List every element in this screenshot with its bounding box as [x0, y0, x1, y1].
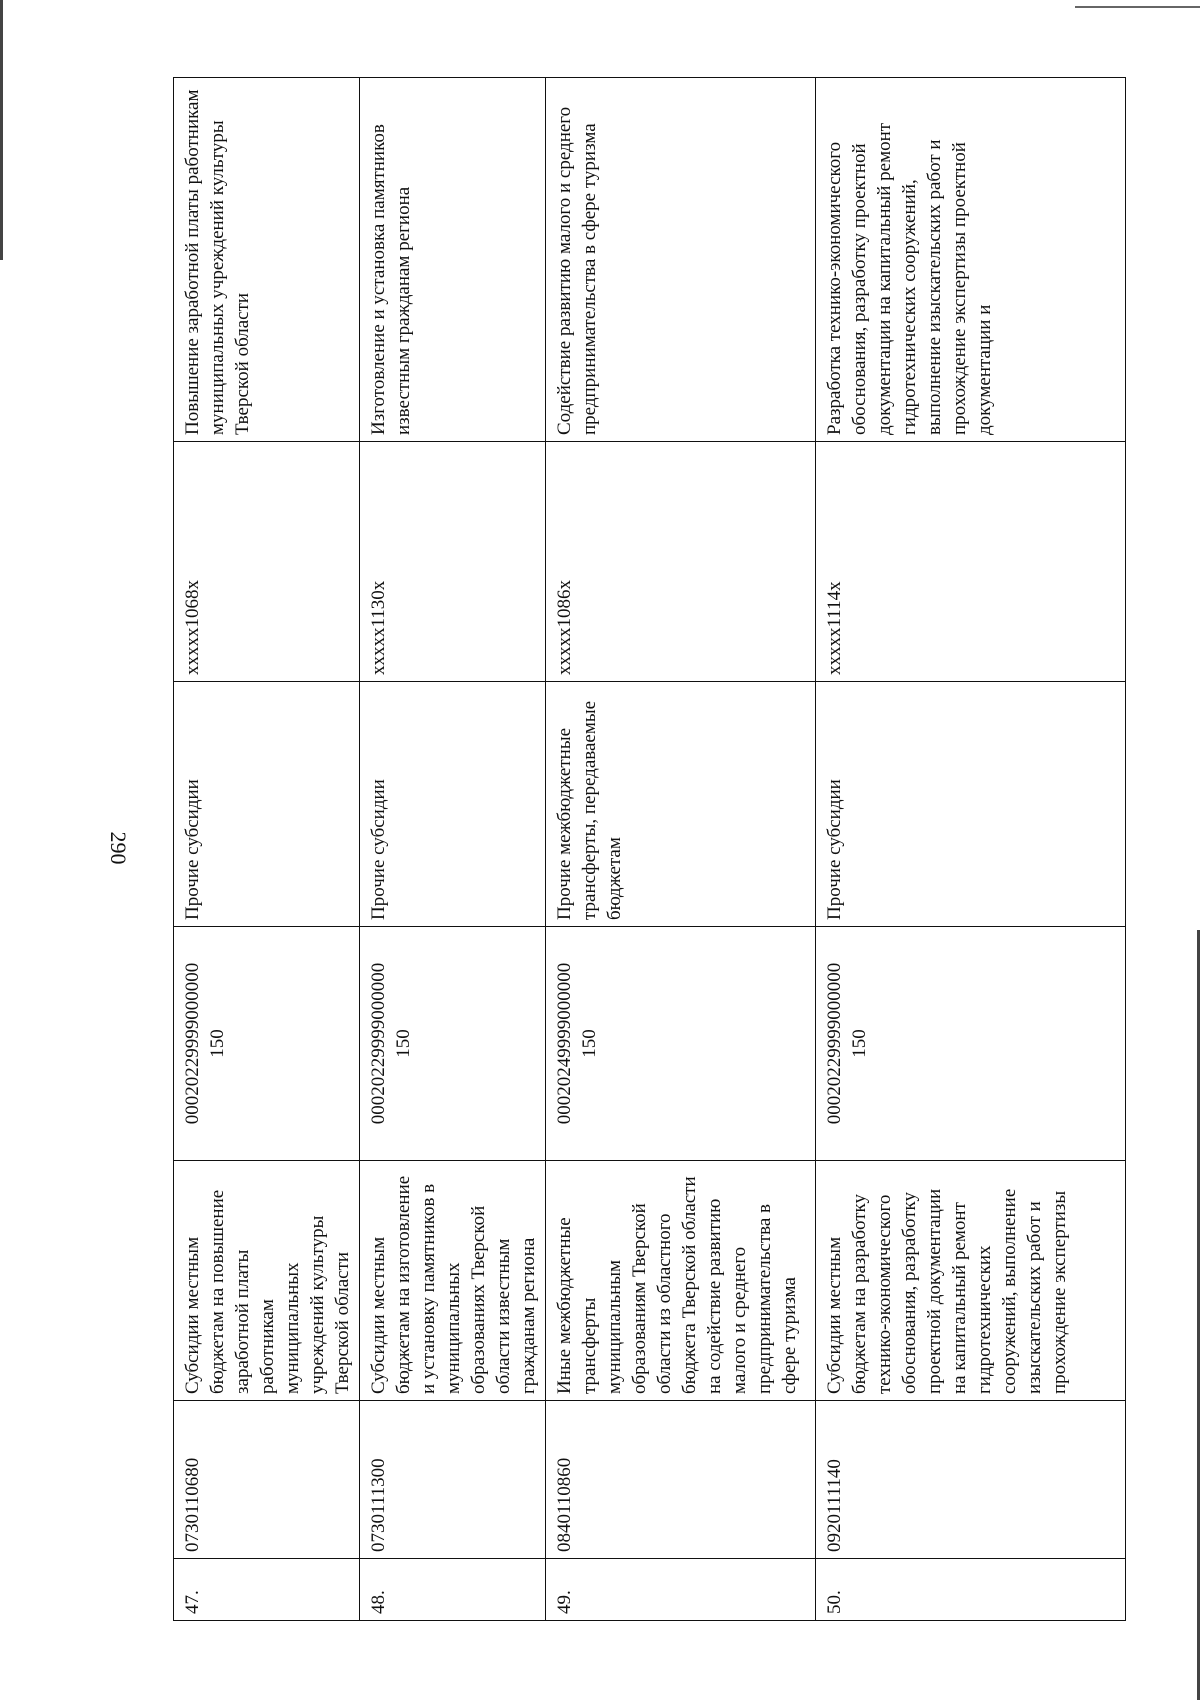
target-article-code: 0920111140	[816, 1401, 1126, 1559]
target-article-code: 0730110680	[174, 1401, 360, 1559]
kbk-main: 00020229999000000	[368, 962, 389, 1125]
kbk-suffix: 150	[579, 1029, 600, 1058]
expense-purpose: Субсидии местным бюджетам на изготовление и установку памятников в муниципальных образованиях Тверской области известным гражданам региона	[360, 1161, 546, 1401]
table-row	[360, 78, 546, 1621]
table-row	[816, 78, 1126, 1621]
target-article-code: 0840110860	[546, 1401, 816, 1559]
kbk-suffix: 150	[849, 1029, 870, 1058]
purpose-description: Повышение заработной платы работникам муниципальных учреждений культуры Тверской области	[174, 78, 360, 442]
table-row	[174, 78, 360, 1621]
budget-classification-code	[174, 927, 360, 1161]
subsidy-table-grid	[173, 77, 1126, 1621]
kbk-main: 00020249999000000	[554, 962, 575, 1125]
row-number: 48.	[360, 1559, 546, 1621]
scan-edge-top	[1075, 6, 1200, 8]
purpose-description: Содействие развитию малого и среднего предпринимательства в сфере туризма	[546, 78, 816, 442]
budget-classification-code	[816, 927, 1126, 1161]
purpose-code: xxxxx1086x	[546, 442, 816, 682]
purpose-description: Разработка технико-экономического обоснования, разработку проектной документации на капитальный ремонт гидротехнических сооружений, выполнение изыскательских работ и прохождение экспертизы проектной документации и	[816, 78, 1126, 442]
income-type: Прочие межбюджетные трансферты, передаваемые бюджетам	[546, 682, 816, 927]
row-number: 47.	[174, 1559, 360, 1621]
purpose-description: Изготовление и установка памятников известным гражданам региона	[360, 78, 546, 442]
income-type: Прочие субсидии	[816, 682, 1126, 927]
income-type: Прочие субсидии	[360, 682, 546, 927]
income-type: Прочие субсидии	[174, 682, 360, 927]
scan-edge-left	[0, 0, 3, 260]
expense-purpose: Субсидии местным бюджетам на разработку технико-экономического обоснования, разработку проектной документации на капитальный ремонт гидротехнических сооружений, выполнение изыскательских работ и прохождение экспертизы	[816, 1161, 1126, 1401]
subsidy-table	[173, 78, 1093, 1621]
kbk-suffix: 150	[393, 1029, 414, 1058]
row-number: 50.	[816, 1559, 1126, 1621]
purpose-code: xxxxx1130x	[360, 442, 546, 682]
target-article-code: 0730111300	[360, 1401, 546, 1559]
purpose-code: xxxxx1068x	[174, 442, 360, 682]
budget-classification-code	[546, 927, 816, 1161]
expense-purpose: Иные межбюджетные трансферты муниципальным образованиям Тверской области из областного бюджета Тверской области на содействие развитию малого и среднего предпринимательства в сфере туризма	[546, 1161, 816, 1401]
purpose-code: xxxxx1114x	[816, 442, 1126, 682]
row-number: 49.	[546, 1559, 816, 1621]
table-row	[546, 78, 816, 1621]
kbk-main: 00020229999000000	[182, 962, 203, 1125]
expense-purpose: Субсидии местным бюджетам на повышение заработной платы работникам муниципальных учреждений культуры Тверской области	[174, 1161, 360, 1401]
page-number-text: 290	[106, 831, 131, 865]
budget-classification-code	[360, 927, 546, 1161]
kbk-suffix: 150	[207, 1029, 228, 1058]
kbk-main: 00020229999000000	[824, 962, 845, 1125]
